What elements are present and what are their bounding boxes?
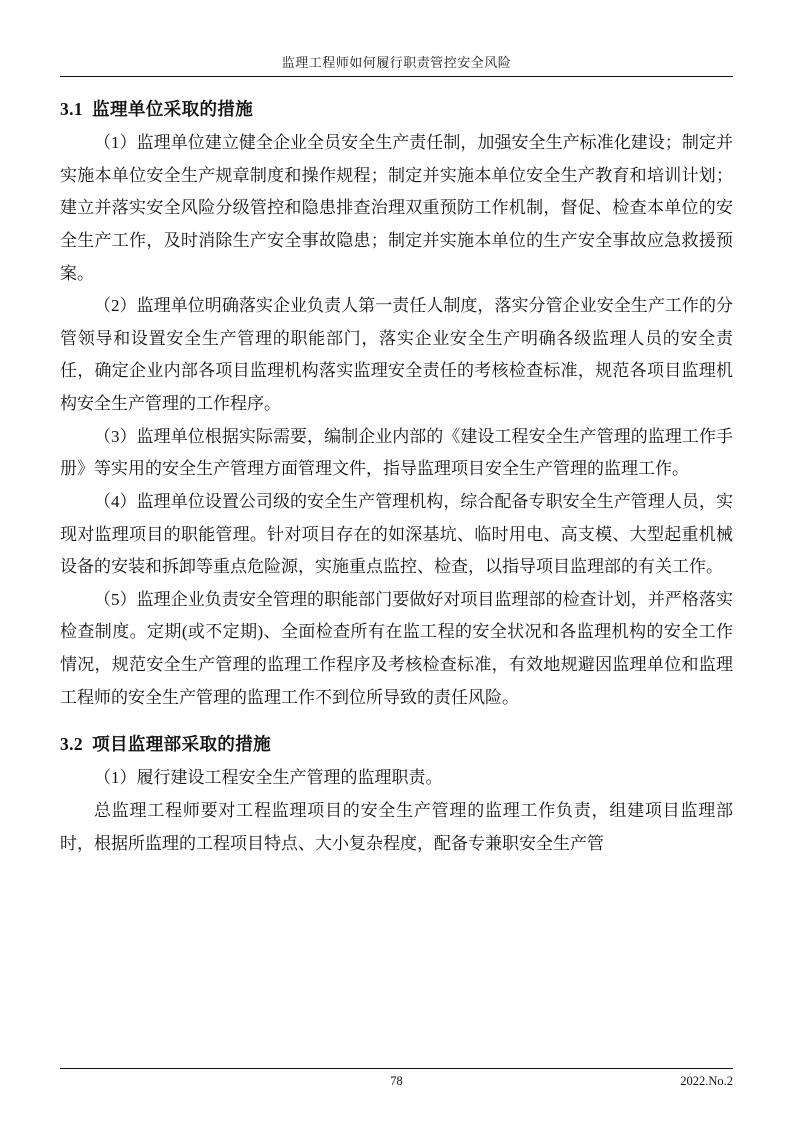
running-header: 监理工程师如何履行职责管控安全风险 [281, 55, 512, 70]
paragraph: （1）监理单位建立健全企业全员安全生产责任制，加强安全生产标准化建设；制定并实施本单位安全生产规章制度和操作规程；制定并实施本单位安全生产教育和培训计划；建立并落实安全风险分级管控和隐患排查治理双重预防工作机制，督促、检查本单位的安全生产工作，及时消除生产安全事故隐患；制定并实施本单位的生产安全事故应急救援预案。 [60, 133, 733, 283]
section-title: 监理单位采取的措施 [92, 99, 254, 119]
paragraph: （1）履行建设工程安全生产管理的监理职责。 [94, 768, 443, 788]
page-content-area [60, 52, 733, 1072]
issue-label: 2022.No.2 [680, 1074, 733, 1088]
paragraph: （3）监理单位根据实际需要，编制企业内部的《建设工程安全生产管理的监理工作手册》等实用的安全生产管理方面管理文件，指导监理项目安全生产管理的监理工作。 [60, 426, 733, 479]
section-number: 3.1 [60, 99, 84, 119]
footer-rule [60, 1068, 733, 1069]
paragraph: （4）监理单位设置公司级的安全生产管理机构，综合配备专职安全生产管理人员，实现对监理项目的职能管理。针对项目存在的如深基坑、临时用电、高支模、大型起重机械设备的安装和拆卸等重点危险源，实施重点监控、检查，以指导项目监理部的有关工作。 [60, 491, 733, 577]
paragraph: 总监理工程师要对工程监理项目的安全生产管理的监理工作负责，组建项目监理部时，根据所监理的工程项目特点、大小复杂程度，配备专兼职安全生产管 [60, 800, 733, 853]
document-body [60, 96, 733, 860]
header-rule [60, 76, 733, 77]
paragraph: （2）监理单位明确落实企业负责人第一责任人制度，落实分管企业安全生产工作的分管领导和设置安全生产管理的职能部门，落实企业安全生产明确各级监理人员的安全责任，确定企业内部各项目监理机构落实监理安全责任的考核检查标准，规范各项目监理机构安全生产管理的工作程序。 [60, 296, 733, 413]
section-number: 3.2 [60, 734, 84, 755]
section-heading-3-1 [60, 96, 733, 121]
section-title: 项目监理部采取的措施 [92, 734, 272, 755]
page-number: 78 [390, 1074, 403, 1088]
paragraph: （5）监理企业负责安全管理的职能部门要做好对项目监理部的检查计划，并严格落实检查制度。定期(或不定期)、全面检查所有在监工程的安全状况和各监理机构的安全工作情况，规范安全生产管理的监理工作程序及考核检查标准，有效地规避因监理单位和监理工程师的安全生产管理的监理工作不到位所导致的责任风险。 [60, 589, 733, 707]
page-footer [60, 1068, 733, 1094]
section-heading-3-2 [60, 731, 733, 756]
